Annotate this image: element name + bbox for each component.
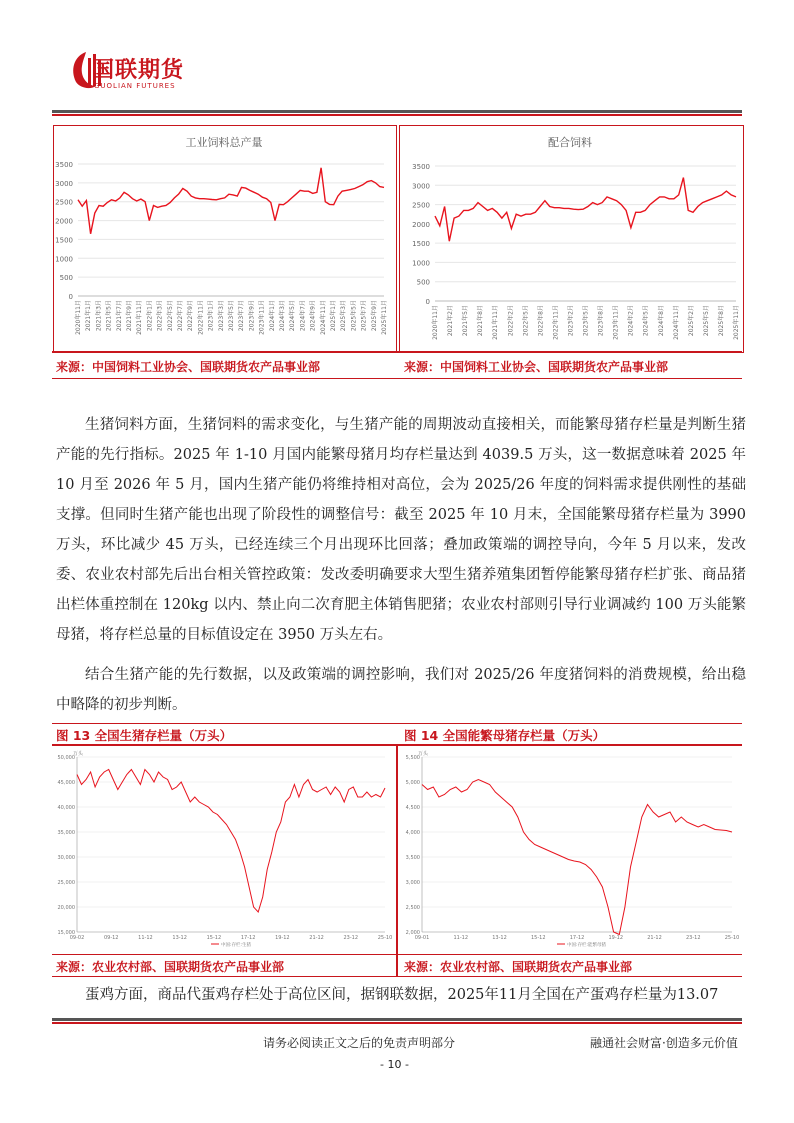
x-tick-label: 2021年11月 [492, 305, 500, 340]
y-tick-label: 0 [68, 293, 73, 301]
x-tick-label: 15-12 [530, 935, 546, 941]
x-tick-label: 2022年5月 [522, 305, 530, 337]
x-tick-label: 2024年11月 [319, 300, 327, 335]
x-tick-label: 2021年9月 [126, 300, 133, 332]
y-tick-label: 2000 [55, 217, 73, 226]
x-tick-label: 25-10 [377, 935, 393, 941]
y-tick-label: 2000 [412, 220, 430, 229]
y-tick-label: 3500 [412, 163, 430, 171]
x-tick-label: 2022年2月 [507, 305, 515, 337]
y-unit-label: 万头 [73, 751, 84, 757]
x-tick-label: 2020年11月 [432, 305, 439, 340]
paragraph-judgement: 结合生猪产能的先行数据，以及政策端的调控影响，我们对 2025/26 年度猪饲料的消费规模，给出稳中略降的初步判断。 [56, 667, 746, 713]
x-tick-label: 2021年5月 [462, 305, 470, 337]
x-tick-label: 2023年2月 [567, 305, 575, 337]
x-tick-label: 19-12 [275, 935, 290, 941]
x-tick-label: 21-12 [309, 935, 324, 941]
footer-rule [52, 1018, 742, 1021]
x-tick-label: 2022年1月 [146, 300, 154, 332]
compound-feed-chart [400, 126, 743, 352]
x-tick-label: 2023年8月 [597, 305, 605, 337]
sow-inventory-chart [400, 747, 742, 953]
x-tick-label: 21-12 [647, 935, 662, 941]
x-tick-label: 2022年3月 [156, 300, 164, 332]
x-tick-label: 09-02 [69, 935, 85, 941]
x-tick-label: 2021年11月 [136, 300, 144, 335]
x-tick-label: 2022年8月 [537, 305, 545, 337]
x-tick-label: 25-10 [724, 935, 740, 941]
x-tick-label: 2022年7月 [177, 300, 184, 332]
x-tick-label: 2024年2月 [627, 305, 635, 337]
y-tick-label: 3500 [55, 161, 73, 169]
x-tick-label: 23-12 [343, 935, 359, 941]
x-tick-label: 2022年11月 [552, 305, 560, 340]
footer-rule-accent [52, 1022, 742, 1024]
x-tick-label: 2025年3月 [340, 300, 348, 332]
source-note-right: 来源：中国饲料工业协会、国联期货农产品事业部 [404, 360, 669, 374]
chart-panel-feed-total [53, 125, 397, 353]
y-tick-label: 25,000 [57, 880, 75, 886]
y-tick-label: 0 [425, 298, 430, 306]
legend-label: 中国:存栏:能繁母猪 [567, 943, 607, 948]
x-tick-label: 2023年11月 [258, 300, 266, 335]
x-tick-label: 2022年9月 [187, 300, 195, 332]
y-tick-label: 15,000 [57, 930, 75, 936]
chart-title: 工业饲料总产量 [185, 136, 263, 149]
figure-14-title: 图 14 全国能繁母猪存栏量（万头） [404, 728, 606, 743]
y-tick-label: 2,000 [405, 930, 420, 936]
y-tick-label: 5,500 [405, 755, 420, 761]
figure-divider [396, 746, 398, 976]
paragraph-layer: 蛋鸡方面，商品代蛋鸡存栏处于高位区间，据钢联数据，2025年11月全国在产蛋鸡存栏量为13.07 [85, 987, 719, 1003]
hog-inventory-chart [53, 747, 395, 953]
x-tick-label: 2023年5月 [582, 305, 590, 337]
x-tick-label: 2025年11月 [381, 300, 388, 335]
source-rule-top [52, 351, 742, 353]
x-tick-label: 2022年11月 [197, 300, 205, 335]
chart-title: 配合饲料 [548, 136, 592, 149]
x-tick-label: 2024年7月 [299, 300, 307, 332]
x-tick-label: 09-01 [414, 935, 430, 941]
x-tick-label: 2024年3月 [279, 300, 286, 332]
x-tick-label: 2024年5月 [289, 300, 297, 332]
x-tick-label: 2021年5月 [105, 300, 113, 332]
x-tick-label: 2024年1月 [268, 300, 276, 332]
y-tick-label: 1500 [412, 240, 430, 249]
series-line [77, 770, 385, 913]
chart-panel-compound-feed [399, 125, 744, 353]
header-rule [52, 110, 742, 113]
y-tick-label: 3,500 [405, 855, 420, 861]
y-unit-label: 万头 [418, 751, 429, 757]
x-tick-label: 2023年9月 [248, 300, 256, 332]
brand-name-cn: 国联期货 [92, 58, 185, 83]
y-tick-label: 2,500 [405, 905, 420, 911]
x-tick-label: 2025年1月 [330, 300, 337, 332]
x-tick-label: 2021年2月 [447, 305, 455, 337]
y-tick-label: 50,000 [57, 755, 75, 761]
y-tick-label: 5,000 [405, 780, 420, 786]
x-tick-label: 2022年5月 [166, 300, 174, 332]
y-tick-label: 2500 [412, 201, 430, 210]
x-tick-label: 2023年7月 [238, 300, 246, 332]
x-tick-label: 2025年5月 [702, 305, 710, 337]
y-tick-label: 35,000 [57, 830, 75, 836]
y-tick-label: 2500 [55, 198, 73, 207]
x-tick-label: 17-12 [240, 935, 256, 941]
y-tick-label: 4,500 [405, 805, 420, 811]
y-tick-label: 20,000 [57, 905, 75, 911]
x-tick-label: 13-12 [492, 935, 507, 941]
y-tick-label: 4,000 [405, 830, 420, 836]
figure-rule-top [52, 723, 742, 724]
legend-label: 中国:存栏:生猪 [221, 943, 252, 948]
x-tick-label: 2025年11月 [733, 305, 740, 340]
x-tick-label: 2025年9月 [370, 300, 378, 332]
x-tick-label: 2025年5月 [350, 300, 358, 332]
x-tick-label: 2020年11月 [75, 300, 82, 335]
header-rule-accent [52, 114, 742, 116]
x-tick-label: 2025年8月 [717, 305, 725, 337]
x-tick-label: 17-12 [569, 935, 585, 941]
figure-bottom-rule [52, 976, 742, 977]
x-tick-label: 19-12 [608, 935, 624, 941]
source-note-left: 来源：中国饲料工业协会、国联期货农产品事业部 [56, 360, 321, 374]
x-tick-label: 2023年3月 [217, 300, 225, 332]
x-tick-label: 11-12 [453, 935, 469, 941]
x-tick-label: 09-12 [103, 935, 119, 941]
y-tick-label: 1000 [412, 259, 430, 268]
figure-14-source: 来源：农业农村部、国联期货农产品事业部 [404, 960, 633, 974]
y-tick-label: 45,000 [57, 780, 75, 786]
figure-13-title: 图 13 全国生猪存栏量（万头） [56, 728, 233, 743]
x-tick-label: 2023年5月 [228, 300, 235, 332]
y-tick-label: 3,000 [405, 880, 420, 886]
x-tick-label: 23-12 [685, 935, 701, 941]
series-line [435, 178, 736, 242]
footer-slogan: 融通社会财富·创造多元价值 [590, 1036, 738, 1050]
source-rule-bottom [52, 378, 742, 379]
feed-total-chart [54, 126, 396, 352]
y-tick-label: 40,000 [57, 805, 75, 811]
x-tick-label: 13-12 [172, 935, 187, 941]
y-tick-label: 500 [59, 274, 73, 283]
x-tick-label: 2025年2月 [687, 305, 695, 337]
x-tick-label: 11-12 [138, 935, 153, 941]
x-tick-label: 2021年3月 [95, 300, 103, 332]
y-tick-label: 500 [416, 278, 430, 287]
x-tick-label: 2024年8月 [657, 305, 665, 337]
brand-name-en: GUOLIAN FUTURES [94, 82, 176, 90]
y-tick-label: 1000 [55, 255, 73, 264]
x-tick-label: 2021年7月 [115, 300, 123, 332]
chart-panel-sow-inventory [400, 747, 742, 953]
x-tick-label: 2024年5月 [642, 305, 650, 337]
y-tick-label: 3000 [412, 182, 430, 191]
page-number: - 10 - [380, 1058, 409, 1071]
series-line [78, 168, 384, 234]
x-tick-label: 2024年9月 [309, 300, 317, 332]
x-tick-label: 2024年11月 [672, 305, 680, 340]
x-tick-label: 2023年11月 [612, 305, 620, 340]
x-tick-label: 2025年7月 [360, 300, 368, 332]
y-tick-label: 3000 [55, 179, 73, 188]
y-tick-label: 1500 [55, 236, 73, 245]
footer-disclaimer: 请务必阅读正文之后的免责声明部分 [263, 1036, 456, 1050]
figure-13-source: 来源：农业农村部、国联期货农产品事业部 [56, 960, 285, 974]
x-tick-label: 2023年1月 [207, 300, 215, 332]
figure-source-rule [52, 954, 742, 955]
x-tick-label: 2021年8月 [477, 305, 485, 337]
y-tick-label: 30,000 [57, 855, 75, 861]
x-tick-label: 15-12 [206, 935, 222, 941]
x-tick-label: 2021年1月 [85, 300, 93, 332]
chart-panel-hog-inventory [53, 747, 395, 953]
paragraph-hog-feed: 生猪饲料方面，生猪饲料的需求变化，与生猪产能的周期波动直接相关，而能繁母猪存栏量是判断生猪产能的先行指标。2025 年 1-10 月国内能繁母猪月均存栏量达到 4039.5 万头，这一数据意味着 2025 年 10 月至 2026 年 5 月，国内生猪产能仍将维持相对高位，会为 2025/26 年度的饲料需求提供刚性的基础支撑。但同时生猪产能也出现了阶段性的调整信号：截至 2025 年 10 月末，全国能繁母猪存栏量为 3990 万头，环比减少 45 万头，已经连续三个月出现环比回落；叠加政策端的调控导向，今年 5 月以来，发改委、农业农村部先后出台相关管控政策：发改委明确要求大型生猪养殖集团暂停能繁母猪存栏扩张、商品猪出栏体重控制在 120kg 以内、禁止向二次育肥主体销售肥猪；农业农村部则引导行业调减约 100 万头能繁母猪，将存栏总量的目标值设定在 3950 万头左右。 [56, 417, 746, 643]
